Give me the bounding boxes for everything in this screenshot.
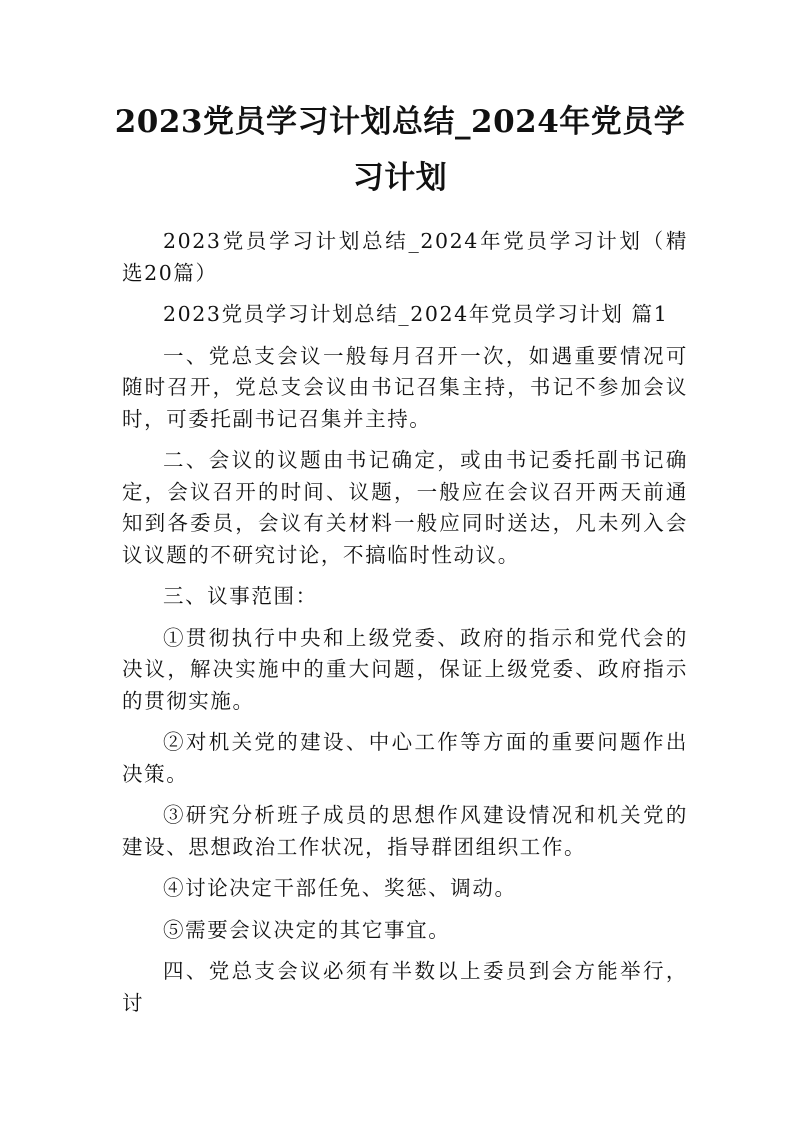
paragraph: 四、党总支会议必须有半数以上委员到会方能举行，讨 <box>122 959 688 1015</box>
paragraph: ②对机关党的建设、中心工作等方面的重要问题作出决策。 <box>122 730 688 786</box>
paragraph: ①贯彻执行中央和上级党委、政府的指示和党代会的决议，解决实施中的重大问题，保证上级党委、政府指示的贯彻实施。 <box>122 625 688 713</box>
document-title: 2023党员学习计划总结_2024年党员学习计划 <box>114 104 686 196</box>
paragraph: 一、党总支会议一般每月召开一次，如遇重要情况可随时召开，党总支会议由书记召集主持，书记不参加会议时，可委托副书记召集并主持。 <box>122 343 688 431</box>
paragraph: 2023党员学习计划总结_2024年党员学习计划（精选20篇） <box>122 229 688 285</box>
paragraph: 三、议事范围： <box>163 584 318 608</box>
paragraph: 二、会议的议题由书记确定，或由书记委托副书记确定，会议召开的时间、议题，一般应在会议召开两天前通知到各委员，会议有关材料一般应同时送达，凡未列入会议议题的不研究讨论，不搞临时性动议。 <box>122 448 688 567</box>
paragraph: 2023党员学习计划总结_2024年党员学习计划 篇1 <box>163 302 669 326</box>
document-body <box>122 226 688 1019</box>
paragraph: ③研究分析班子成员的思想作风建设情况和机关党的建设、思想政治工作状况，指导群团组织工作。 <box>122 803 688 859</box>
paragraph: ④讨论决定干部任免、奖惩、调动。 <box>163 876 517 900</box>
paragraph: ⑤需要会议决定的其它事宜。 <box>163 917 451 942</box>
